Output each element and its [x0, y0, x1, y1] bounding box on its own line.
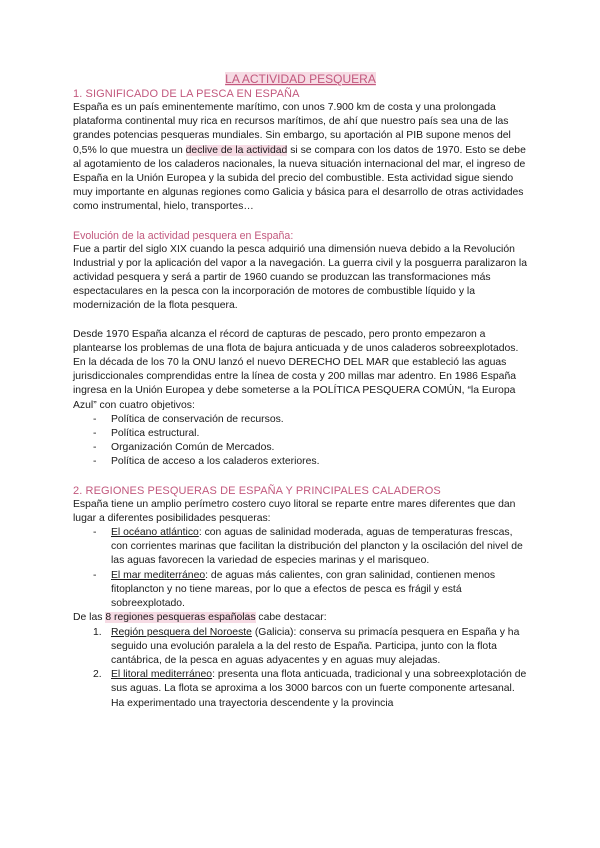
highlight-regiones: 8 regiones pesqueras españolas — [105, 612, 256, 624]
paragraph-significado: España es un país eminentemente marítimo, con unos 7.900 km de costa y una prolongada plataforma continental muy rica en recursos marítimos, de ahí que nuestro país sea una de las grandes potencias pesqueras mundiales. Sin embargo, su aportación al PIB supone menos del 0,5% lo que muestra un declive de la actividad si se compara con los datos de 1970. Esto se debe al agotamiento de los caladeros nacionales, la nueva situación internacional del mar, el ingreso de España en la Unión Europea y la subida del precio del combustible. Esta actividad sigue siendo muy importante en algunas regiones como Galicia y básica para el desarrollo de otras actividades como instrumental, hielo, transportes… — [73, 102, 526, 213]
list-item: - Política estructural. — [93, 427, 528, 441]
paragraph-regiones-intro: España tiene un amplio perímetro costero cuyo litoral se reparte entre mares diferentes que dan lugar a diferentes posibilidades pesqueras: — [73, 498, 516, 524]
section-1-heading: 1. SIGNIFICADO DE LA PESCA EN ESPAÑA — [73, 88, 300, 100]
paragraph-regiones: De las 8 regiones pesqueras españolas cabe destacar: — [73, 612, 327, 624]
list-item: 2. El litoral mediterráneo: presenta una flota anticuada, tradicional y una sobreexplotación de sus aguas. La flota se aproxima a los 3000 barcos con un fuerte componente artesanal. Ha experimentado una trayectoria descendente y la provincia — [93, 669, 527, 709]
highlight-declive: declive de la actividad — [185, 144, 288, 156]
section-2-heading: 2. REGIONES PESQUERAS DE ESPAÑA Y PRINCIPALES CALADEROS — [73, 484, 441, 497]
document-title: LA ACTIVIDAD PESQUERA — [225, 72, 376, 86]
paragraph-evolucion: Fue a partir del siglo XIX cuando la pesca adquirió una dimensión nueva debido a la Revolución Industrial y por la aplicación del vapor a la navegación. La guerra civil y la posguerra paralizaron la actividad pesquera y será a partir de 1960 cuando se produzcan las transformaciones más espectaculares en la pesca con la incorporación de motores de combustible líquido y la modernización de la flota pesquera. — [73, 243, 527, 312]
list-item: - Política de acceso a los caladeros exteriores. — [93, 455, 528, 469]
sea-name: El mar mediterráneo — [111, 569, 206, 581]
list-item: - Organización Común de Mercados. — [93, 441, 528, 455]
region-name: Región pesquera del Noroeste — [111, 626, 252, 638]
seas-list — [73, 526, 528, 611]
subsection-evolucion-heading: Evolución de la actividad pesquera en España: — [73, 229, 294, 242]
objectives-list — [73, 413, 528, 470]
list-item: - El mar mediterráneo: de aguas más calientes, con gran salinidad, contienen menos fitoplancton y no tiene mareas, por lo que a efectos de pesca es frágil y está sobreexplotado. — [93, 569, 528, 612]
region-name: El litoral mediterráneo — [111, 669, 213, 681]
paragraph-1970: Desde 1970 España alcanza el récord de capturas de pescado, pero pronto empezaron a plantearse los problemas de una flota de bajura anticuada y de unos caladeros sobreexplotados. En la década de los 70 la ONU lanzó el nuevo DERECHO DEL MAR que estableció las aguas jurisdiccionales comprendidas entre la línea de costa y 200 millas mar adentro. En 1986 España ingresa en la Unión Europea y debe someterse a la POLÍTICA PESQUERA COMÚN, “la Europa Azul” con cuatro objetivos: — [73, 328, 519, 411]
list-item: - El océano atlántico: con aguas de salinidad moderada, aguas de temperaturas frescas, con corrientes marinas que facilitan la distribución del plancton y la oscilación del nivel de las aguas favorecen la variedad de especies marinas y el marisqueo. — [93, 526, 528, 569]
regions-list — [73, 626, 528, 711]
sea-name: El océano atlántico — [111, 527, 199, 539]
list-item: - Política de conservación de recursos. — [93, 413, 528, 427]
list-item: 1. Región pesquera del Noroeste (Galicia): conserva su primacía pesquera en España y ha seguido una evolución paralela a la del resto de España. Participa, junto con la flota cantábrica, de la pesca en aguas adyacentes y en aguas muy alejadas. — [93, 626, 520, 666]
